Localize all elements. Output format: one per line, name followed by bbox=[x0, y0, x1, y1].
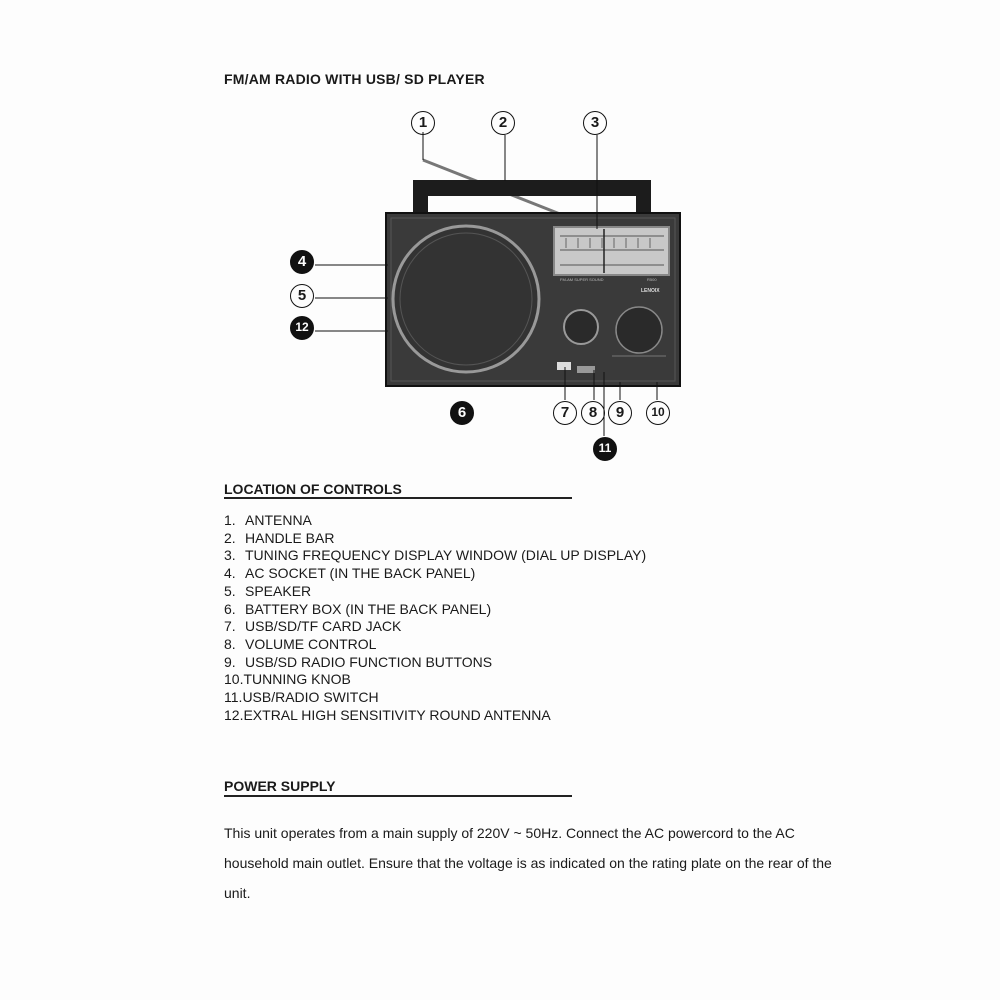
callout-12: 12 bbox=[290, 316, 314, 340]
callout-3: 3 bbox=[583, 111, 607, 135]
controls-list bbox=[224, 512, 646, 724]
list-item: 9. USB/SD RADIO FUNCTION BUTTONS bbox=[224, 653, 493, 670]
section-divider bbox=[224, 497, 572, 499]
section-divider bbox=[224, 795, 572, 797]
speaker-grille bbox=[393, 226, 539, 372]
function-buttons bbox=[577, 366, 595, 373]
callout-11: 11 bbox=[593, 437, 617, 461]
power-supply-heading: POWER SUPPLY bbox=[224, 778, 336, 794]
radio-figure bbox=[0, 0, 1000, 470]
list-item: 8. VOLUME CONTROL bbox=[224, 635, 377, 652]
list-item: 3. TUNING FREQUENCY DISPLAY WINDOW (DIAL UP DISPLAY) bbox=[224, 547, 647, 564]
callout-6: 6 bbox=[450, 401, 474, 425]
list-item: 6. BATTERY BOX (IN THE BACK PANEL) bbox=[224, 600, 492, 617]
callout-8: 8 bbox=[581, 401, 605, 425]
list-item: 5. SPEAKER bbox=[224, 582, 312, 599]
list-item: 7. USB/SD/TF CARD JACK bbox=[224, 618, 402, 635]
callout-7: 7 bbox=[553, 401, 577, 425]
list-item: 12.EXTRAL HIGH SENSITIVITY ROUND ANTENNA bbox=[224, 706, 551, 723]
radio-illustration bbox=[0, 0, 1000, 470]
list-item: 11.USB/RADIO SWITCH bbox=[224, 689, 379, 706]
power-supply-text: This unit operates from a main supply of 220V ~ 50Hz. Connect the AC powercord to the AC household main outlet. Ensure that the voltage is as indicated on the rating plate on the rear of the unit. bbox=[224, 825, 832, 901]
callout-1: 1 bbox=[411, 111, 435, 135]
list-item: 10.TUNNING KNOB bbox=[224, 671, 351, 688]
brand-label: LENOIX bbox=[641, 288, 660, 294]
tuning-knob bbox=[616, 307, 662, 353]
handle-bar bbox=[413, 180, 651, 216]
list-item: 1. ANTENNA bbox=[224, 512, 312, 528]
volume-knob bbox=[564, 310, 598, 344]
callout-9: 9 bbox=[608, 401, 632, 425]
list-item: 4. AC SOCKET (IN THE BACK PANEL) bbox=[224, 565, 476, 582]
callout-4: 4 bbox=[290, 250, 314, 274]
list-item: 2. HANDLE BAR bbox=[224, 529, 335, 546]
dial-caption: FM-AM SUPER SOUND bbox=[560, 277, 604, 282]
location-of-controls-heading: LOCATION OF CONTROLS bbox=[224, 481, 402, 497]
dial-window bbox=[554, 227, 669, 275]
callout-2: 2 bbox=[491, 111, 515, 135]
callout-10: 10 bbox=[646, 401, 670, 425]
callout-5: 5 bbox=[290, 284, 314, 308]
model-label: R500 bbox=[647, 277, 657, 282]
usb-jack bbox=[557, 362, 571, 370]
document-title: FM/AM RADIO WITH USB/ SD PLAYER bbox=[224, 71, 485, 87]
